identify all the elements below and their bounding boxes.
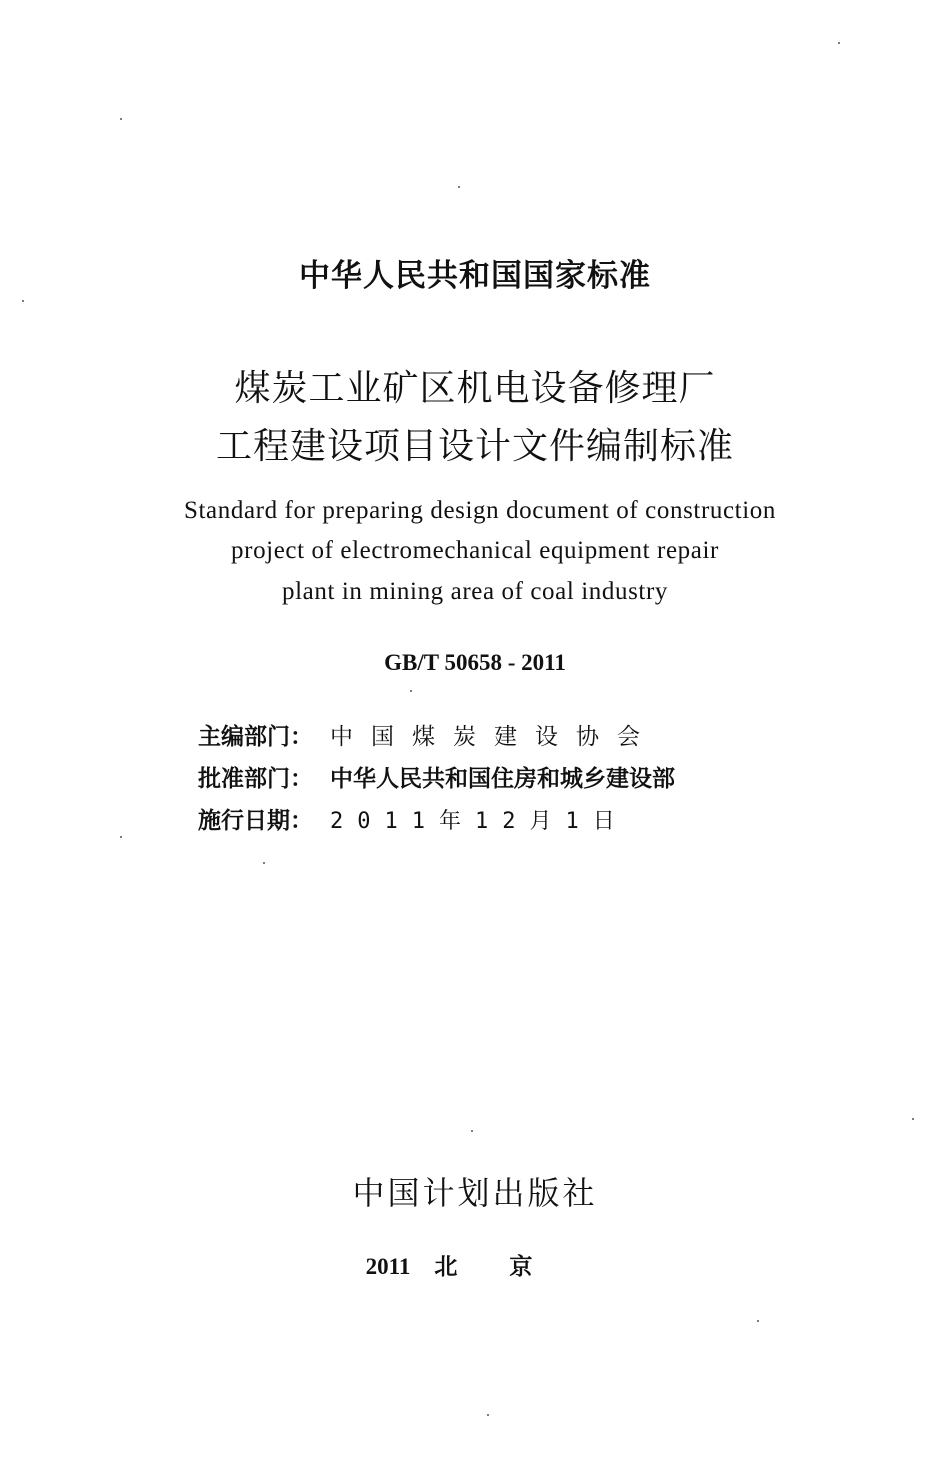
effective-date-value: 2011年12月1日	[330, 809, 629, 834]
scan-speck	[458, 186, 460, 188]
title-english-line-3: plant in mining area of coal industry	[282, 578, 668, 605]
national-standard-heading: 中华人民共和国国家标准	[299, 258, 651, 294]
title-english-line-2: project of electromechanical equipment repair	[231, 537, 719, 564]
meta-info-block	[198, 718, 758, 844]
standard-number: GB/T 50658 - 2011	[384, 650, 566, 675]
effective-date-label: 施行日期：	[198, 808, 313, 834]
scan-speck	[410, 690, 412, 692]
editor-value: 中国煤炭建设协会	[330, 724, 658, 750]
scan-speck	[120, 118, 122, 120]
scan-speck	[471, 1130, 473, 1132]
scan-speck	[120, 836, 122, 838]
scan-speck	[487, 1414, 489, 1416]
scan-speck	[838, 42, 840, 44]
editor-label: 主编部门：	[198, 724, 313, 750]
title-chinese-line-2: 工程建设项目设计文件编制标准	[215, 426, 734, 467]
scan-speck	[263, 862, 265, 864]
title-english-line-1: Standard for preparing design document of construction	[184, 497, 776, 524]
publication-year: 2011	[365, 1254, 411, 1279]
publication-year-place	[0, 1248, 950, 1281]
approver-label: 批准部门：	[198, 766, 313, 792]
meta-row-editor	[198, 718, 758, 760]
scan-speck	[757, 1320, 759, 1322]
publisher-name: 中国计划出版社	[352, 1174, 598, 1212]
meta-row-approver	[198, 760, 758, 802]
title-chinese-line-1: 煤炭工业矿区机电设备修理厂	[234, 368, 716, 409]
scan-speck	[22, 300, 24, 302]
approver-value: 中华人民共和国住房和城乡建设部	[330, 765, 675, 792]
meta-row-effective-date	[198, 802, 758, 844]
scan-speck	[912, 1118, 914, 1120]
publication-city: 北京	[434, 1254, 585, 1280]
